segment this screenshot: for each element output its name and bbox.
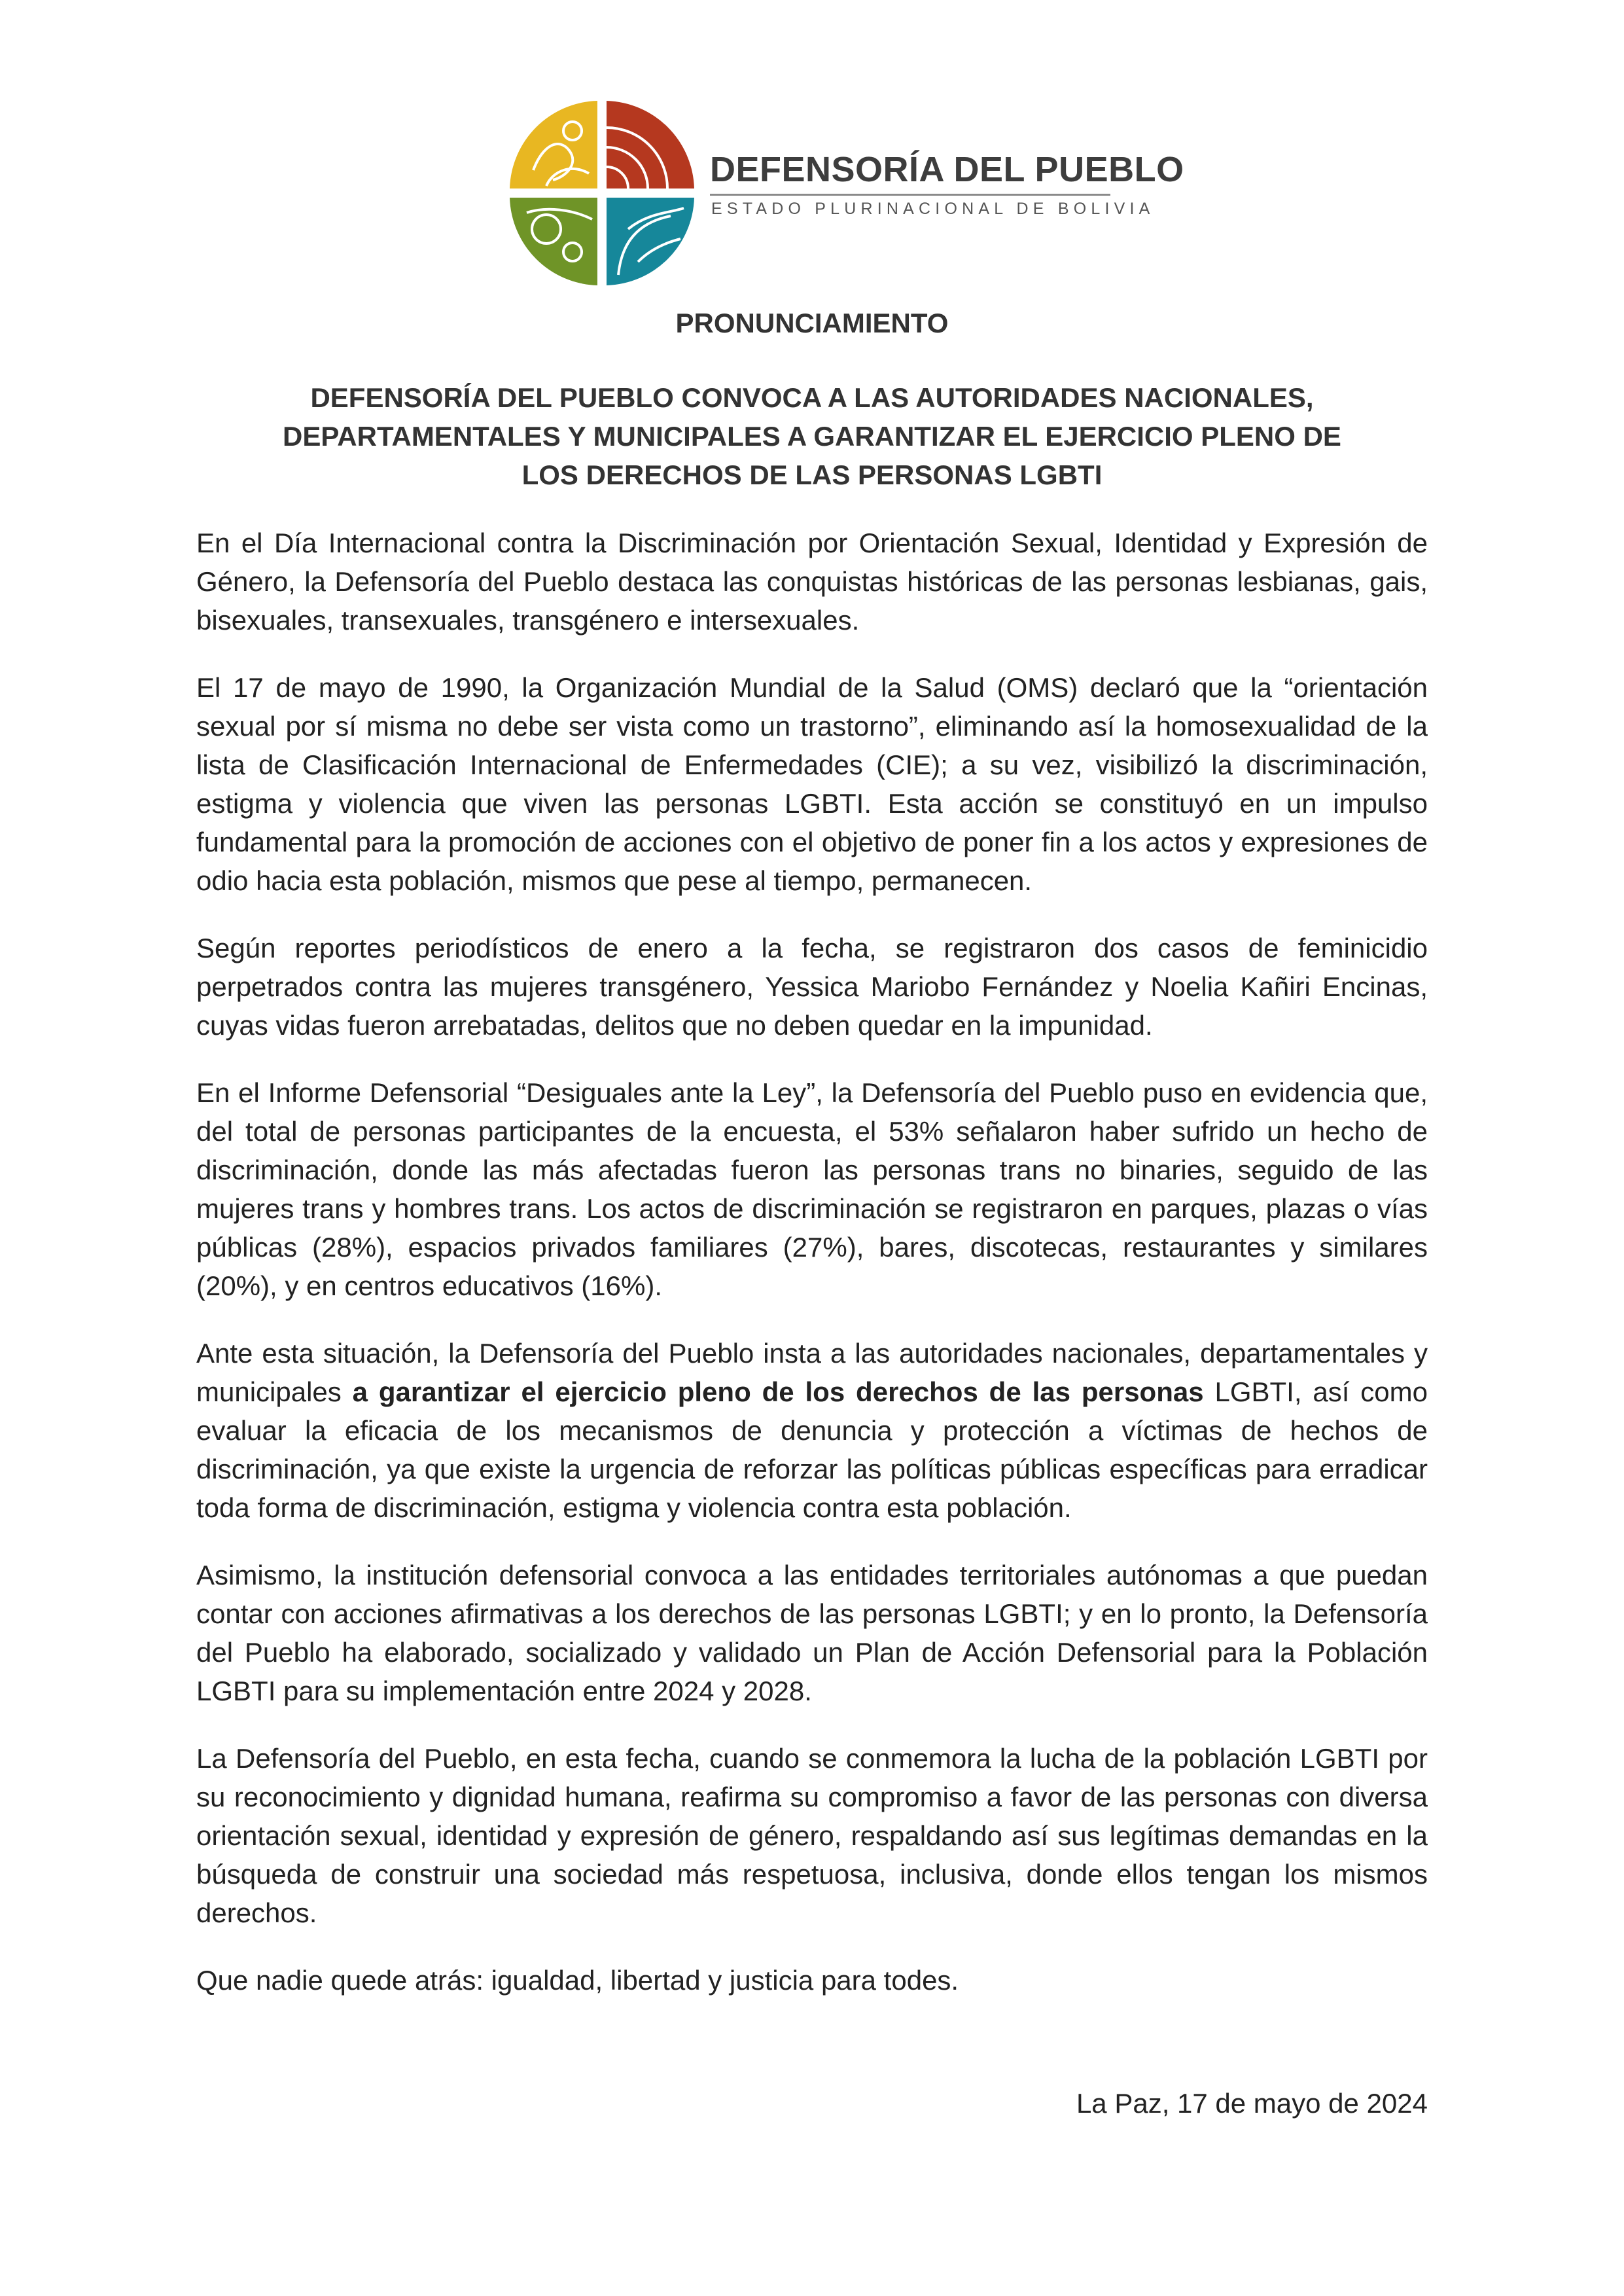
document-title xyxy=(196,378,1428,494)
title-line: DEPARTAMENTALES Y MUNICIPALES A GARANTIZAR EL EJERCICIO PLENO DE xyxy=(283,421,1341,452)
emphasized-text: a garantizar el ejercicio pleno de los derechos de las personas xyxy=(352,1376,1204,1407)
organization-logo xyxy=(507,98,1184,289)
document-body xyxy=(196,524,1428,2028)
body-paragraph: La Defensoría del Pueblo, en esta fecha, cuando se conmemora la lucha de la población LGBTI por su reconocimiento y dignidad humana, reafirma su compromiso a favor de las personas con diversa orientación sexual, identidad y expresión de género, respaldando así sus legítimas demandas en la búsqueda de construir una sociedad más respetuosa, inclusiva, donde ellos tengan los mismos derechos. xyxy=(196,1743,1428,1928)
place-and-date: La Paz, 17 de mayo de 2024 xyxy=(1076,2088,1428,2119)
organization-subtitle: ESTADO PLURINACIONAL DE BOLIVIA xyxy=(711,200,1155,218)
logo-divider xyxy=(710,194,1110,196)
title-line: LOS DERECHOS DE LAS PERSONAS LGBTI xyxy=(521,459,1103,490)
body-paragraph: En el Día Internacional contra la Discriminación por Orientación Sexual, Identidad y Expresión de Género, la Defensoría del Pueblo destaca las conquistas históricas de las personas lesbianas, gais, bisexuales, transexuales, transgénero e intersexuales. xyxy=(196,528,1428,636)
body-paragraph: En el Informe Defensorial “Desiguales ante la Ley”, la Defensoría del Pueblo puso en evidencia que, del total de personas participantes de la encuesta, el 53% señalaron haber sufrido un hecho de discriminación, donde las más afectadas fueron las personas trans no binaries, seguido de las mujeres trans y hombres trans. Los actos de discriminación se registraron en parques, plazas o vías públicas (28%), espacios privados familiares (27%), bares, discotecas, restaurantes y similares (20%), y en centros educativos (16%). xyxy=(196,1077,1428,1301)
closing-line: Que nadie quede atrás: igualdad, libertad y justicia para todes. xyxy=(196,1965,959,1996)
body-paragraph xyxy=(196,1334,1428,1527)
organization-name: DEFENSORÍA DEL PUEBLO xyxy=(710,150,1184,189)
document-type-heading: PRONUNCIAMIENTO xyxy=(675,308,949,338)
title-line: DEFENSORÍA DEL PUEBLO CONVOCA A LAS AUTORIDADES NACIONALES, xyxy=(310,382,1314,413)
paragraph-text: LGBTI, así como evaluar la eficacia de los mecanismos de denuncia y protección a víctimas de hechos de discriminación, ya que existe la urgencia de reforzar las políticas públicas específicas para erradicar toda forma de discriminación, estigma y violencia contra esta población. xyxy=(196,1376,1428,1523)
logo-emblem-icon xyxy=(507,98,697,289)
body-paragraph: Según reportes periodísticos de enero a la fecha, se registraron dos casos de feminicidio perpetrados contra las mujeres transgénero, Yessica Mariobo Fernández y Noelia Kañiri Encinas, cuyas vidas fueron arrebatadas, delitos que no deben quedar en la impunidad. xyxy=(196,933,1428,1041)
body-paragraph: Asimismo, la institución defensorial convoca a las entidades territoriales autónomas a que puedan contar con acciones afirmativas a los derechos de las personas LGBTI; y en lo pronto, la Defensoría del Pueblo ha elaborado, socializado y validado un Plan de Acción Defensorial para la Población LGBTI para su implementación entre 2024 y 2028. xyxy=(196,1560,1428,1706)
paragraph-text: Ante esta situación, la Defensoría del Pueblo insta a las autoridades nacionales, departamentales y municipales xyxy=(196,1338,1428,1407)
body-paragraph: El 17 de mayo de 1990, la Organización Mundial de la Salud (OMS) declaró que la “orientación sexual por sí misma no debe ser vista como un trastorno”, eliminando así la homosexualidad de la lista de Clasificación Internacional de Enfermedades (CIE); a su vez, visibilizó la discriminación, estigma y violencia que viven las personas LGBTI. Esta acción se constituyó en un impulso fundamental para la promoción de acciones con el objetivo de poner fin a los actos y expresiones de odio hacia esta población, mismos que pese al tiempo, permanecen. xyxy=(196,672,1428,896)
